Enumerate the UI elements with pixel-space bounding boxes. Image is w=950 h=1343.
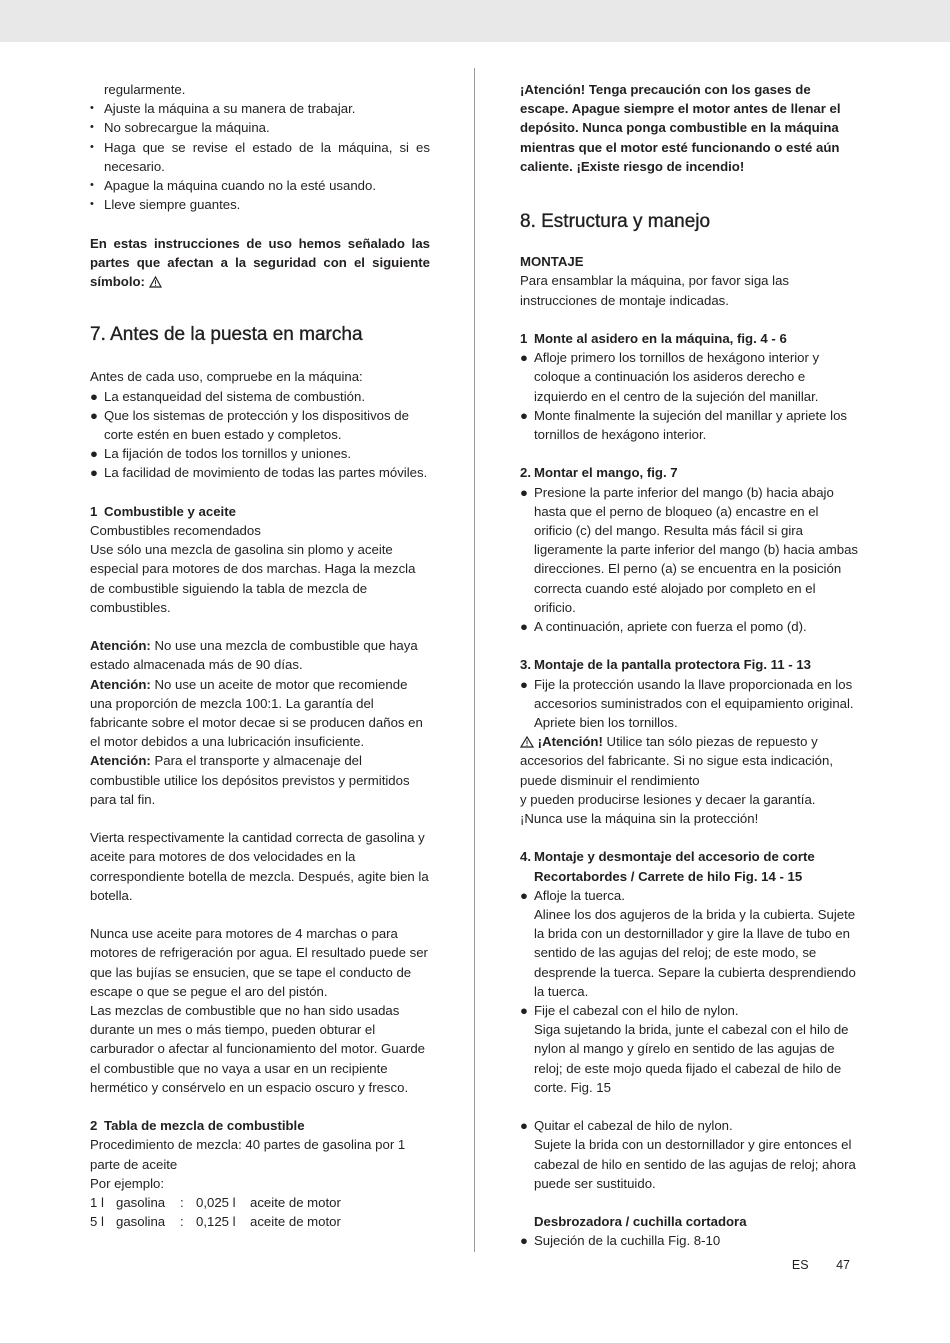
list-item: ● A continuación, apriete con fuerza el pomo (d). [520, 619, 807, 635]
check-bullet-list [90, 387, 430, 483]
mixtures-paragraph: Las mezclas de combustible que no han sido usadas durante un mes o más tiempo, pueden obturar el carburador o afectar al funcionamiento del motor. Guarde el combustible que no vaya a usar en un recipiente hermético y consérvelo en un espacio oscuro y fresco. [90, 1003, 426, 1095]
list-item: ● La facilidad de movimiento de todas las partes móviles. [90, 465, 428, 481]
attention-3: Atención: Para el transporte y almacenaje del combustible utilice los depósitos previstos y permitidos para tal fin. [90, 753, 410, 807]
montaje-heading: MONTAJE [520, 254, 584, 270]
section-7-title: 7. Antes de la puesta en marcha [90, 324, 363, 346]
step-3-line-3: ¡Nunca use la máquina sin la protección! [520, 811, 759, 827]
brushcutter-heading: Desbrozadora / cuchilla cortadora [534, 1214, 747, 1230]
montaje-intro: Para ensamblar la máquina, por favor siga las instrucciones de montaje indicadas. [520, 273, 790, 308]
check-intro: Antes de cada uso, compruebe en la máquina: [90, 369, 363, 385]
step-4-subheading: Recortabordes / Carrete de hilo Fig. 14 - 15 [534, 868, 803, 884]
step-4-list-cont [520, 1116, 860, 1193]
step-1-list [520, 348, 860, 444]
fuel-paragraph: Use sólo una mezcla de gasolina sin plomo y aceite especial para motores de dos marchas. Haga la mezcla de combustible siguiendo la tabla de mezcla de combustibles. [90, 542, 416, 615]
mix-example-label: Por ejemplo: [90, 1175, 165, 1191]
safety-note: En estas instrucciones de uso hemos señalado las partes que afectan a la seguridad con el siguiente símbolo: [90, 235, 430, 290]
mix-table-row: 1 l gasolina : 0,025 l aceite de motor [90, 1195, 341, 1211]
subsection-1-subtitle: Combustibles recomendados [90, 523, 261, 539]
list-item: • No sobrecargue la máquina. [90, 120, 270, 136]
intro-bullet-list [90, 99, 430, 214]
subsection-2-heading: 2 Tabla de mezcla de combustible [90, 1118, 305, 1134]
top-band [0, 0, 950, 42]
right-column [520, 80, 860, 1251]
list-item: ● La fijación de todos los tornillos y uniones. [90, 446, 352, 462]
attention-1: Atención: No use una mezcla de combustible que haya estado almacenada más de 90 días. [90, 638, 418, 673]
list-item: ● Fije el cabezal con el hilo de nylon. Siga sujetando la brida, junte el cabezal con el hilo de nylon al mango y gírelo en sentido de las agujas de reloj; de este mojo queda fijado el cabezal de hilo de corte. Fig. 15 [520, 1003, 849, 1095]
brushcutter-list [520, 1231, 860, 1250]
attention-2: Atención: No use un aceite de motor que recomiende una proporción de mezcla 100:1. La garantía del fabricante sobre el motor decae si se producen daños en el motor debidos a una lubricación insuficiente. [90, 676, 423, 750]
list-item: ● Afloje la tuerca. Alinee los dos agujeros de la brida y la cubierta. Sujete la brida con un destornillador y gire la llave de tubo en sentido de las agujas del reloj; de este modo, se desprende la tuerca. Separe la cubierta desprendiendo la tuerca. [520, 887, 856, 999]
column-divider [474, 68, 475, 1252]
step-2-list [520, 483, 860, 637]
step-1-heading: 1 Monte al asidero en la máquina, fig. 4 - 6 [520, 331, 787, 346]
list-item: • Lleve siempre guantes. [90, 197, 241, 213]
list-item: • Apague la máquina cuando no la esté usando. [90, 178, 377, 194]
subsection-1-heading: 1 Combustible y aceite [90, 503, 236, 519]
language-code: ES [791, 1258, 809, 1272]
list-item: ● Afloje primero los tornillos de hexágono interior y coloque a continuación los asideros derecho e izquierdo en el centro de la sujeción del manillar. [520, 350, 820, 404]
section-8-title: 8. Estructura y manejo [520, 211, 711, 233]
left-column [90, 80, 430, 1231]
step-2-heading: 2. Montar el mango, fig. 7 [520, 465, 678, 481]
exhaust-warning: ¡Atención! Tenga precaución con los gases de escape. Apague siempre el motor antes de llenar el depósito. Nunca ponga combustible en la máquina mientras que el motor esté funcionando o esté aún caliente. ¡Existe riesgo de incendio! [520, 82, 841, 174]
list-item: ● Quitar el cabezal de hilo de nylon. Sujete la brida con un destornillador y gire entonces el cabezal de hilo en sentido de las agujas de reloj; ahora puede ser sustituido. [520, 1118, 856, 1191]
intro-continuation: regularmente. [104, 82, 186, 97]
step-4-heading: 4. Montaje y desmontaje del accesorio de corte [520, 849, 815, 865]
list-item: ● Monte finalmente la sujeción del manillar y apriete los tornillos de hexágono interior. [520, 407, 847, 443]
step-3-list [520, 675, 860, 733]
list-item: ● Sujeción de la cuchilla Fig. 8-10 [520, 1233, 721, 1249]
warning-icon [520, 736, 534, 748]
mix-table-row: 5 l gasolina : 0,125 l aceite de motor [90, 1214, 341, 1230]
list-item: ● Presione la parte inferior del mango (b) hacia abajo hasta que el perno de bloqueo (a) encastre en el orificio (c) del mango. Resulta más fácil si gira ligeramente la parte inferior del mango (b) hacia ambas direcciones. El perno (a) se encuentra en la posición correcta cuando esté alojado por completo en el orificio. [520, 484, 858, 615]
warning-icon [149, 276, 162, 288]
list-item: ● La estanqueidad del sistema de combustión. [90, 388, 365, 404]
page-number: 47 [836, 1258, 850, 1272]
list-item: ● Fije la protección usando la llave proporcionada en los accesorios suministrados con el equipamiento original. Apriete bien los tornillos. [520, 676, 854, 731]
list-item: • Ajuste la máquina a su manera de trabajar. [90, 101, 356, 117]
pour-paragraph: Vierta respectivamente la cantidad correcta de gasolina y aceite para motores de dos velocidades en la correspondiente botella de mezcla. Después, agite bien la botella. [90, 830, 429, 903]
step-4-list [520, 886, 860, 1097]
list-item: • Haga que se revise el estado de la máquina, si es necesario. [90, 139, 430, 174]
list-item: ● Que los sistemas de protección y los dispositivos de corte estén en buen estado y completos. [90, 407, 409, 443]
never-paragraph: Nunca use aceite para motores de 4 marchas o para motores de refrigeración por agua. El resultado puede ser que las bujías se ensucien, que se tape el conducto de escape o que se pegue el aro del pistón. [90, 926, 428, 999]
mix-procedure: Procedimiento de mezcla: 40 partes de gasolina por 1 parte de aceite [90, 1137, 406, 1172]
step-3-attention: ¡Atención! Utilice tan sólo piezas de repuesto y accesorios del fabricante. Si no sigue esta indicación, puede disminuir el rendimiento [520, 734, 834, 788]
page-footer [768, 1256, 850, 1275]
step-3-line-2: y pueden producirse lesiones y decaer la garantía. [520, 791, 816, 807]
step-3-heading: 3. Montaje de la pantalla protectora Fig. 11 - 13 [520, 657, 812, 673]
